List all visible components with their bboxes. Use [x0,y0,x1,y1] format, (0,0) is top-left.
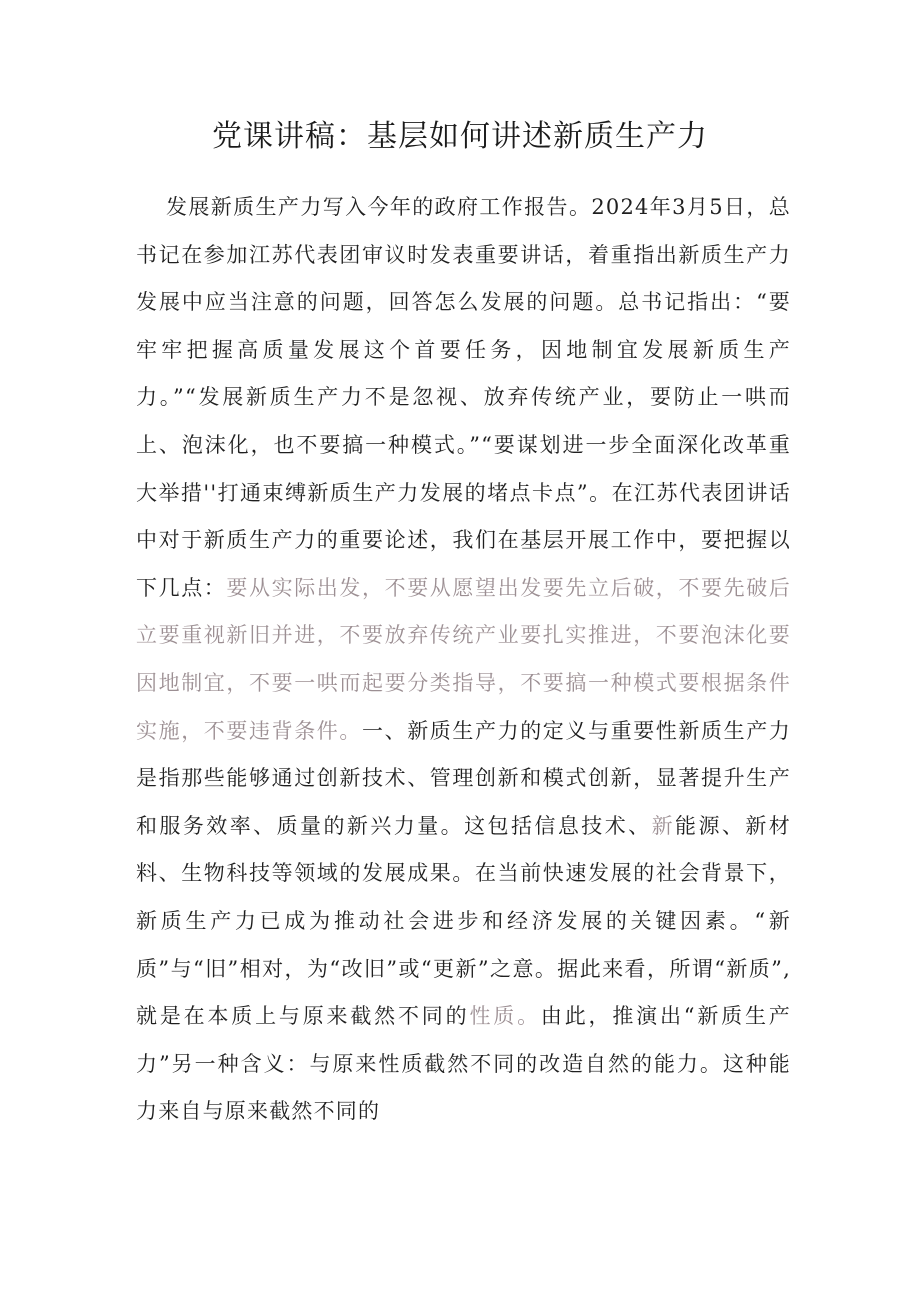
paragraph-muted-segment-1: 要从实际出发，不要从愿望出发要先立后破，不要先破后立要重视新旧并进，不要放弃传统产业要扎实推进，不要泡沫化要因地制宜，不要一哄而起要分类指导，不要搞一种模式要根据条件实施，不要违背条件。 [136,575,791,743]
paragraph-text-segment-2: 一、新质生产力的定义与重要性新质生产力是指那些能够通过创新技术、管理创新和模式创新，显著提升生产和服务效率、质量的新兴力量。这包括信息技术、 [136,718,791,838]
body-paragraph [136,184,791,1136]
paragraph-text-segment-4: 由此，推演出“新质生产力”另一种含义：与原来性质截然不同的改造自然的能力。这种能力来自与原来截然不同的 [136,1004,791,1124]
paragraph-muted-segment-3: 性质。 [469,1004,541,1029]
paragraph-text-segment-1: 发展新质生产力写入今年的政府工作报告。2024年3月5日，总书记在参加江苏代表团审议时发表重要讲话，着重指出新质生产力发展中应当注意的问题，回答怎么发展的问题。总书记指出：“要牢牢把握高质量发展这个首要任务，因地制宜发展新质生产力。”“发展新质生产力不是忽视、放弃传统产业，要防止一哄而上、泡沫化，也不要搞一种模式。”“要谋划进一步全面深化改革重大举措''打通束缚新质生产力发展的堵点卡点”。在江苏代表团讲话中对于新质生产力的重要论述，我们在基层开展工作中，要把握以下几点： [136,195,791,600]
paragraph-text-segment-3: 能源、新材料、生物科技等领域的发展成果。在当前快速发展的社会背景下，新质生产力已成为推动社会进步和经济发展的关键因素。“新质”与“旧”相对，为“改旧”或“更新”之意。据此来看，所谓“新质”,就是在本质上与原来截然不同的 [136,813,791,1029]
document-title: 党课讲稿：基层如何讲述新质生产力 [212,119,708,154]
paragraph-muted-segment-2: 新 [651,813,676,838]
